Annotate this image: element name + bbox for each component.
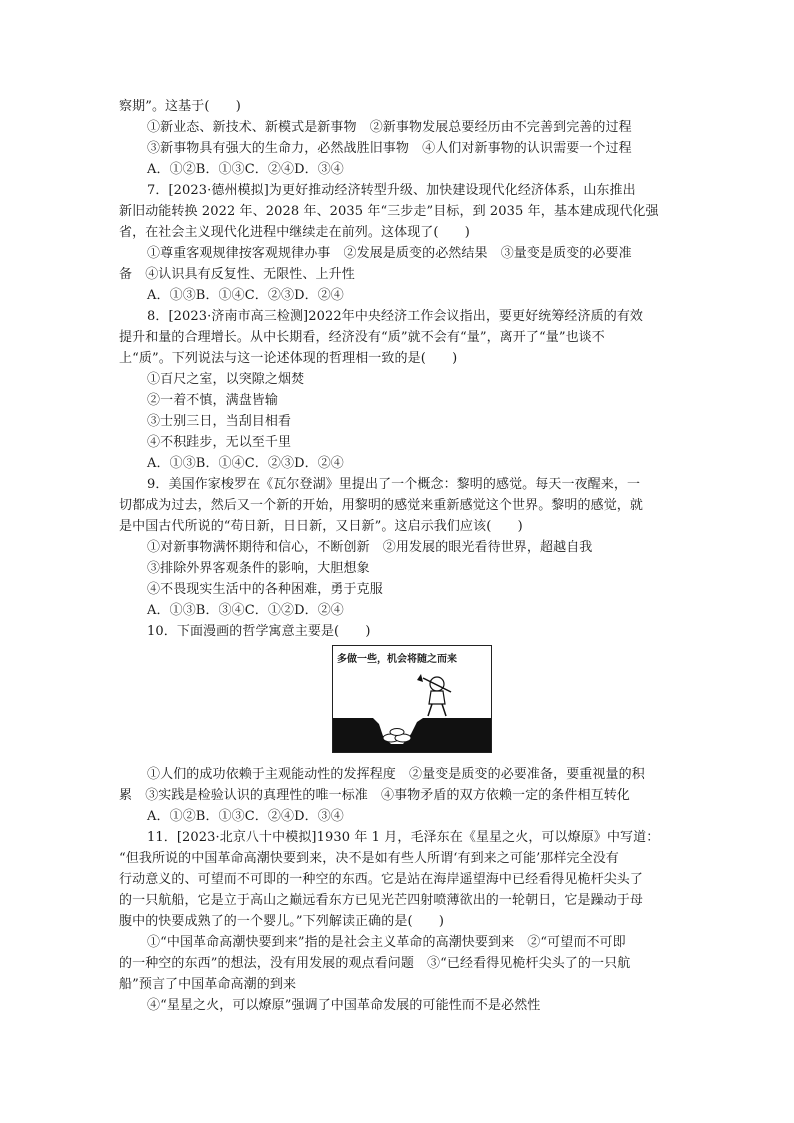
option-line: ③士别三日，当刮目相看	[147, 414, 292, 429]
digger-head	[430, 677, 444, 691]
option-line: ④“星星之火，可以燎原”强调了中国革命发展的可能性而不是必然性	[147, 998, 541, 1013]
comic-illustration	[332, 645, 492, 753]
answer-choices: A．①②B．①③C．②④D．③④	[147, 809, 344, 824]
answer-choices: A．①③B．③④C．①②D．②④	[147, 603, 344, 618]
option-line: ③新事物具有强大的生命力，必然战胜旧事物 ④人们对新事物的认识需要一个过程	[147, 141, 632, 156]
option-line: 船”预言了中国革命高潮的到来	[119, 977, 297, 992]
text-line: 是中国古代所说的“苟日新，日日新，又日新”。这启示我们应该( )	[119, 519, 523, 534]
text-line: 行动意义的、可望而不可即的一种空的东西。它是站在海岸遥望海中已经看得见桅杆尖头了	[119, 872, 644, 887]
text-line: 腹中的快要成熟了的一个婴儿。”下列解读正确的是( )	[119, 914, 444, 929]
digger-body	[429, 691, 445, 704]
comic-drawing	[333, 646, 491, 752]
question-7: 7．[2023·德州模拟]为更好推动经济转型升级、加快建设现代化经济体系，山东推出	[147, 183, 636, 198]
comic-caption: 多做一些，机会将随之而来	[337, 654, 457, 665]
option-line: 累 ③实践是检验认识的真理性的唯一标准 ④事物矛盾的双方依赖一定的条件相互转化	[119, 788, 630, 803]
question-8: 8．[2023·济南市高三检测]2022年中央经济工作会议指出，要更好统筹经济质的有效	[147, 309, 644, 324]
text-line: 的一只航船，它是立于高山之巅远看东方已见光芒四射喷薄欲出的一轮朝日，它是躁动于母	[119, 893, 644, 908]
text-line: 察期”。这基于( )	[119, 99, 241, 114]
digger-leg	[442, 704, 446, 716]
text-line: 新旧动能转换 2022 年、2028 年、2035 年“三步走”目标，到 2035 年，基本建成现代化强	[119, 204, 659, 219]
text-line: 上“质”。下列说法与这一论述体现的哲理相一致的是( )	[119, 351, 458, 366]
question-11: 11．[2023·北京八十中模拟]1930 年 1 月，毛泽东在《星星之火，可以燎原》中写道：	[147, 830, 660, 845]
option-line: 的一种空的东西”的想法，没有用发展的观点看问题 ③“已经看得见桅杆尖头了的一只航	[119, 956, 631, 971]
option-line: ①百尺之室，以突隙之烟焚	[147, 372, 305, 387]
ground-surface	[333, 718, 491, 752]
option-line: ①“中国革命高潮快要到来”指的是社会主义革命的高潮快要到来 ②“可望而不可即	[147, 935, 626, 950]
digger-leg	[428, 704, 432, 716]
text-line: 切都成为过去，然后又一个新的开始，用黎明的感觉来重新感觉这个世界。黎明的感觉，就	[119, 498, 644, 513]
option-line: ①对新事物满怀期待和信心，不断创新 ②用发展的眼光看待世界，超越自我	[147, 540, 593, 555]
answer-choices: A．①②B．①③C．②④D．③④	[147, 162, 344, 177]
text-line: 提升和量的合理增长。从中长期看，经济没有“质”就不会有“量”，离开了“量”也谈不	[119, 330, 605, 345]
text-line: “但我所说的中国革命高潮快要到来，决不是如有些人所谓‘有到来之可能’那样完全没有	[119, 851, 619, 866]
answer-choices: A．①③B．①④C．②③D．②④	[147, 456, 344, 471]
answer-choices: A．①③B．①④C．②③D．②④	[147, 288, 344, 303]
text-line: 省，在社会主义现代化进程中继续走在前列。这体现了( )	[119, 225, 470, 240]
option-line: ④不畏现实生活中的各种困难，勇于克服	[147, 582, 383, 597]
shovel-blade	[417, 674, 423, 682]
option-line: ②一着不慎，满盘皆输	[147, 393, 279, 408]
option-line: ①尊重客观规律按客观规律办事 ②发展是质变的必然结果 ③量变是质变的必要准	[147, 246, 632, 261]
option-line: ①新业态、新技术、新模式是新事物 ②新事物发展总要经历由不完善到完善的过程	[147, 120, 632, 135]
option-line: ③排除外界客观条件的影响，大胆想象	[147, 561, 370, 576]
gold-ingot	[390, 729, 404, 736]
question-10: 10．下面漫画的哲学寓意主要是( )	[147, 624, 371, 639]
question-9: 9．美国作家梭罗在《瓦尔登湖》里提出了一个概念：黎明的感觉。每天一夜醒来，一	[147, 477, 641, 492]
option-line: ①人们的成功依赖于主观能动性的发挥程度 ②量变是质变的必要准备，要重视量的积	[147, 767, 645, 782]
option-line: ④不积跬步，无以至千里	[147, 435, 292, 450]
option-line: 备 ④认识具有反复性、无限性、上升性	[119, 267, 355, 282]
